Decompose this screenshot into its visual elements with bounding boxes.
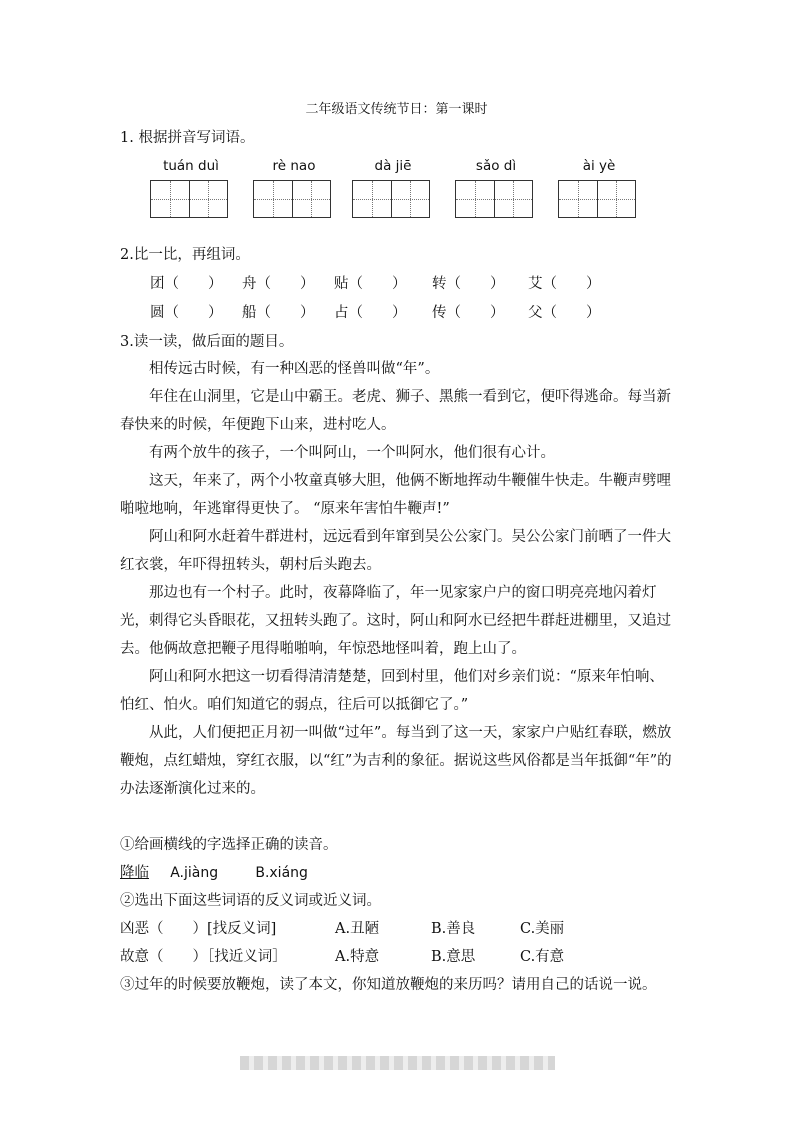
compare-item[interactable]: 圆（ ） [150, 305, 223, 321]
sub2-row-2 [120, 943, 676, 971]
compare-item[interactable]: 转（ ） [432, 276, 505, 292]
compare-item[interactable]: 团（ ） [150, 276, 223, 292]
writing-grid[interactable] [150, 180, 228, 218]
sub-questions [120, 831, 676, 999]
reading-passage [120, 355, 676, 803]
sub2-row-1 [120, 915, 676, 943]
writing-grid[interactable] [558, 180, 636, 218]
compare-row-1 [150, 272, 670, 292]
option-c[interactable]: C.美丽 [520, 921, 565, 937]
writing-grid[interactable] [455, 180, 533, 218]
compare-item[interactable]: 传（ ） [432, 305, 505, 321]
compare-item[interactable]: 舟（ ） [242, 276, 315, 292]
page-title: 二年级语文传统节日：第一课时 [305, 102, 488, 117]
passage-paragraph: 那边也有一个村子。此时，夜幕降临了，年一见家家户户的窗口明亮亮地闪着灯光，刺得它头昏眼花，又扭转头跑了。这时，阿山和阿水已经把牛群赶进棚里，又追过去。他俩故意把鞭子甩得啪啪响，年惊恐地怪叫着，跑上山了。 [120, 585, 671, 657]
pinyin-group [558, 156, 640, 218]
pinyin-label: ài yè [582, 158, 616, 174]
sub2-word: 凶恶（ ）[找反义词] [120, 921, 277, 937]
sub1-options [120, 859, 676, 887]
compare-item[interactable]: 父（ ） [528, 305, 601, 321]
option-b[interactable]: B.意思 [431, 949, 476, 965]
q1-heading: 1. 根据拼音写词语。 [120, 130, 255, 146]
option-a[interactable]: A.丑陋 [335, 921, 380, 937]
option-b[interactable]: B.善良 [431, 921, 476, 937]
option-b[interactable]: B.xiáng [255, 865, 308, 881]
pinyin-group [352, 156, 434, 218]
option-c[interactable]: C.有意 [520, 949, 565, 965]
pinyin-label: dà jiē [374, 158, 412, 174]
underlined-word: 降临 [120, 865, 149, 881]
passage-paragraph: 有两个放牛的孩子，一个叫阿山，一个叫阿水，他们很有心计。 [149, 445, 555, 461]
option-a[interactable]: A.jiàng [170, 865, 219, 881]
compare-item[interactable]: 贴（ ） [334, 276, 407, 292]
passage-paragraph: 相传远古时候，有一种凶恶的怪兽叫做“年”。 [149, 361, 440, 377]
pinyin-label: tuán duì [163, 158, 219, 174]
passage-paragraph: 从此，人们便把正月初一叫做“过年”。每当到了这一天，家家户户贴红春联，燃放鞭炮，点红蜡烛，穿红衣服，以“红”为吉利的象征。据说这些风俗都是当年抵御“年”的办法逐渐演化过来的。 [120, 725, 672, 797]
option-a[interactable]: A.特意 [335, 949, 380, 965]
compare-item[interactable]: 占（ ） [334, 305, 407, 321]
sub1-prompt: ①给画横线的字选择正确的读音。 [120, 837, 338, 853]
q2-heading: 2.比一比，再组词。 [120, 247, 250, 263]
sub3-prompt: ③过年的时候要放鞭炮，读了本文，你知道放鞭炮的来历吗？请用自己的话说一说。 [120, 977, 657, 993]
passage-paragraph: 阿山和阿水把这一切看得清清楚楚，回到村里，他们对乡亲们说：“原来年怕响、怕红、怕火。咱们知道它的弱点，往后可以抵御它了。” [120, 669, 664, 713]
passage-paragraph: 这天，年来了，两个小牧童真够大胆，他俩不断地挥动牛鞭催牛快走。牛鞭声劈哩啪啦地响，年逃窜得更快了。 “原来年害怕牛鞭声!” [120, 473, 671, 517]
pinyin-group [150, 156, 232, 218]
sub2-word: 故意（ ）［找近义词］ [120, 949, 287, 965]
passage-paragraph: 年住在山洞里，它是山中霸王。老虎、狮子、黑熊一看到它，便吓得逃命。每当新春快来的时候，年便跑下山来，进村吃人。 [120, 389, 671, 433]
q3-heading: 3.读一读，做后面的题目。 [120, 334, 294, 350]
compare-item[interactable]: 艾（ ） [528, 276, 601, 292]
pinyin-group [253, 156, 335, 218]
pinyin-grid-row [150, 156, 650, 226]
compare-row-2 [150, 301, 670, 321]
compare-item[interactable]: 船（ ） [242, 305, 315, 321]
pinyin-label: sǎo dì [475, 158, 517, 174]
writing-grid[interactable] [352, 180, 430, 218]
blurred-footer-watermark [240, 1056, 555, 1070]
passage-paragraph: 阿山和阿水赶着牛群进村，远远看到年窜到吴公公家门。吴公公家门前晒了一件大红衣裳，年吓得扭转头，朝村后头跑去。 [120, 529, 671, 573]
pinyin-label: rè nao [272, 158, 316, 174]
writing-grid[interactable] [253, 180, 331, 218]
sub2-prompt: ②选出下面这些词语的反义词或近义词。 [120, 893, 381, 909]
pinyin-group [455, 156, 537, 218]
